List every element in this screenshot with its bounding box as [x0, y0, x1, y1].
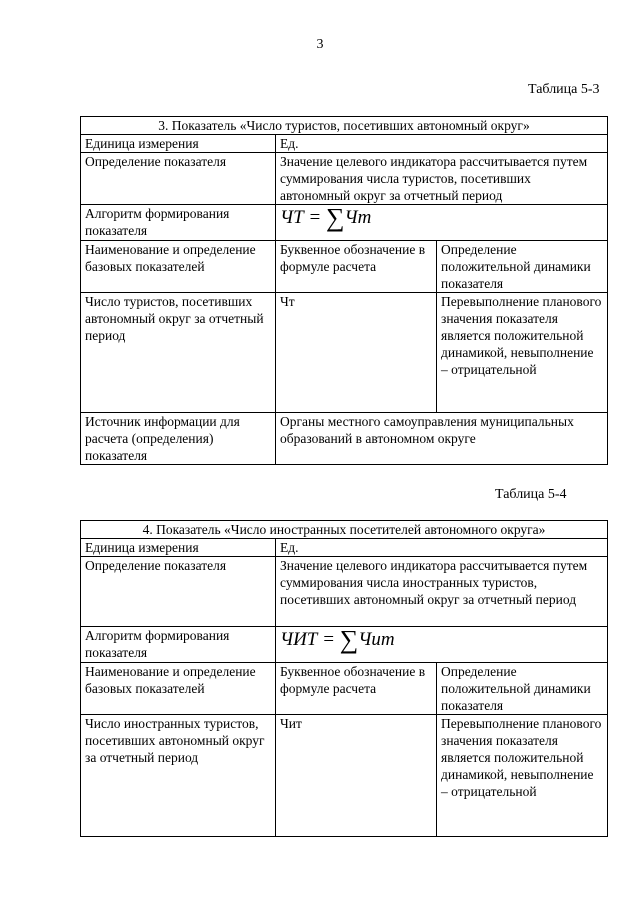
- definition-label: Определение показателя: [81, 557, 276, 627]
- indicator-table: [80, 520, 608, 837]
- formula: [280, 627, 395, 652]
- base-indicator-dynamics: Перевыполнение планового значения показателя является положительной динамикой, невыполнение – отрицательной: [437, 715, 608, 837]
- unit-label: Единица измерения: [81, 539, 276, 557]
- sum-symbol: ∑: [326, 203, 345, 232]
- sum-symbol: ∑: [339, 625, 359, 654]
- col-header-dynamics: Определение положительной динамики показателя: [437, 241, 608, 293]
- formula-result: ЧИТ: [280, 629, 318, 650]
- definition-label: Определение показателя: [81, 153, 276, 205]
- formula: [280, 205, 371, 230]
- source-label: Источник информации для расчета (определения) показателя: [81, 413, 276, 465]
- algorithm-label: Алгоритм формирования показателя: [81, 205, 276, 241]
- col-header-name: Наименование и определение базовых показателей: [81, 663, 276, 715]
- indicator-title: 4. Показатель «Число иностранных посетителей автономного округа»: [81, 521, 608, 539]
- col-header-symbol: Буквенное обозначение в формуле расчета: [276, 663, 437, 715]
- formula-result: ЧТ: [280, 207, 304, 228]
- indicator-table: [80, 116, 608, 465]
- definition-value: Значение целевого индикатора рассчитывается путем суммирования числа иностранных туристов, посетивших автономный округ за отчетный период: [276, 557, 608, 627]
- definition-value: Значение целевого индикатора рассчитывается путем суммирования числа туристов, посетивших автономный округ за отчетный период: [276, 153, 608, 205]
- base-indicator-dynamics: Перевыполнение планового значения показателя является положительной динамикой, невыполнение – отрицательной: [437, 293, 608, 413]
- formula-equals: =: [308, 207, 322, 228]
- col-header-name: Наименование и определение базовых показателей: [81, 241, 276, 293]
- page-number: 3: [316, 37, 324, 52]
- algorithm-label: Алгоритм формирования показателя: [81, 627, 276, 663]
- table-caption: Таблица 5-3: [528, 82, 600, 97]
- base-indicator-name: Число иностранных туристов, посетивших автономный округ за отчетный период: [81, 715, 276, 837]
- unit-value: Ед.: [276, 135, 608, 153]
- base-indicator-symbol: Чт: [276, 293, 437, 413]
- formula-cell: [276, 205, 608, 241]
- unit-value: Ед.: [276, 539, 608, 557]
- formula-cell: [276, 627, 608, 663]
- col-header-dynamics: Определение положительной динамики показателя: [437, 663, 608, 715]
- base-indicator-symbol: Чит: [276, 715, 437, 837]
- source-value: Органы местного самоуправления муниципальных образований в автономном округе: [276, 413, 608, 465]
- formula-term: Чт: [344, 207, 372, 228]
- base-indicator-name: Число туристов, посетивших автономный округ за отчетный период: [81, 293, 276, 413]
- unit-label: Единица измерения: [81, 135, 276, 153]
- indicator-title: 3. Показатель «Число туристов, посетивших автономный округ»: [81, 117, 608, 135]
- formula-term: Чит: [358, 629, 395, 650]
- col-header-symbol: Буквенное обозначение в формуле расчета: [276, 241, 437, 293]
- formula-equals: =: [322, 629, 335, 650]
- table-caption: Таблица 5-4: [495, 487, 567, 502]
